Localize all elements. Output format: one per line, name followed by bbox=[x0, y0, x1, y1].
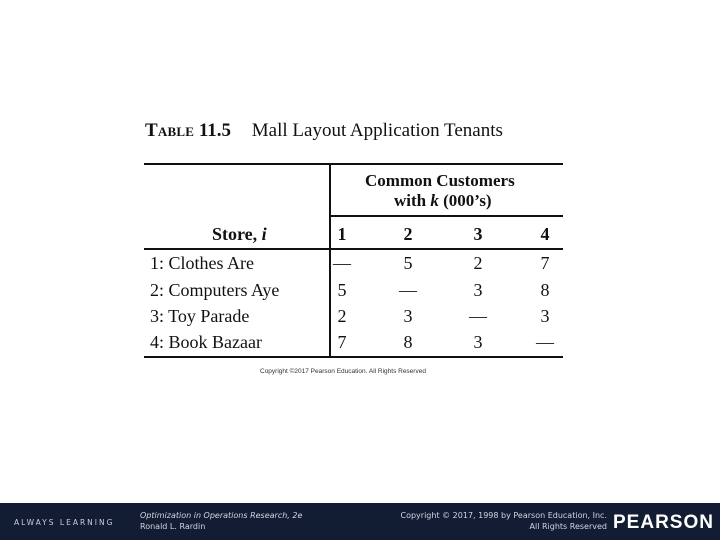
table-row-store: 2: Computers Aye bbox=[150, 280, 280, 300]
table-cell: 3 bbox=[473, 332, 483, 352]
table-cell: 2 bbox=[337, 306, 347, 326]
bottom-rule bbox=[144, 356, 563, 358]
table-cell: 2 bbox=[473, 253, 483, 273]
table-cell: 7 bbox=[540, 253, 550, 273]
column-header-1: 1 bbox=[337, 224, 347, 244]
table-cell: — bbox=[469, 306, 487, 326]
footer-book-title: Optimization in Operations Research, 2e bbox=[140, 511, 303, 520]
column-header-rule bbox=[144, 248, 563, 250]
table-cell: — bbox=[536, 332, 554, 352]
footer-copyright bbox=[401, 510, 608, 532]
group-header-rule bbox=[330, 215, 563, 217]
store-column-header: Store, i bbox=[212, 224, 267, 244]
table-cell: — bbox=[333, 253, 351, 273]
table-number: 11.5 bbox=[198, 120, 232, 141]
footer-copyright-line1: Copyright © 2017, 1998 by Pearson Education, Inc. bbox=[400, 511, 607, 520]
column-header-2: 2 bbox=[403, 224, 413, 244]
table-row-store: 4: Book Bazaar bbox=[150, 332, 262, 352]
table-caption: Mall Layout Application Tenants bbox=[251, 120, 503, 141]
table-cell: 8 bbox=[540, 280, 550, 300]
footer-bar bbox=[0, 503, 720, 540]
table-row-store: 3: Toy Parade bbox=[150, 306, 250, 326]
table-cell: 3 bbox=[403, 306, 413, 326]
table-cell: 8 bbox=[403, 332, 413, 352]
footer-tagline: ALWAYS LEARNING bbox=[14, 518, 115, 527]
top-rule bbox=[144, 163, 563, 165]
column-header-3: 3 bbox=[473, 224, 483, 244]
table-label: Table bbox=[145, 120, 195, 141]
table-cell: — bbox=[399, 280, 417, 300]
table-title bbox=[145, 120, 503, 142]
group-header-line2: with k (000’s) bbox=[394, 191, 492, 210]
table-cell: 5 bbox=[337, 280, 347, 300]
table-row-store: 1: Clothes Are bbox=[150, 253, 254, 273]
slide-copyright: Copyright ©2017 Pearson Education. All Rights Reserved bbox=[260, 368, 426, 375]
table-cell: 7 bbox=[337, 332, 347, 352]
pearson-logo: PEARSON bbox=[613, 512, 714, 533]
footer-copyright-line2: All Rights Reserved bbox=[529, 522, 607, 531]
footer-author: Ronald L. Rardin bbox=[140, 522, 206, 531]
table-cell: 5 bbox=[403, 253, 413, 273]
table-cell: 3 bbox=[473, 280, 483, 300]
footer-book-info bbox=[140, 510, 302, 532]
group-header-line1: Common Customers bbox=[365, 171, 515, 190]
column-header-4: 4 bbox=[540, 224, 550, 244]
table-cell: 3 bbox=[540, 306, 550, 326]
